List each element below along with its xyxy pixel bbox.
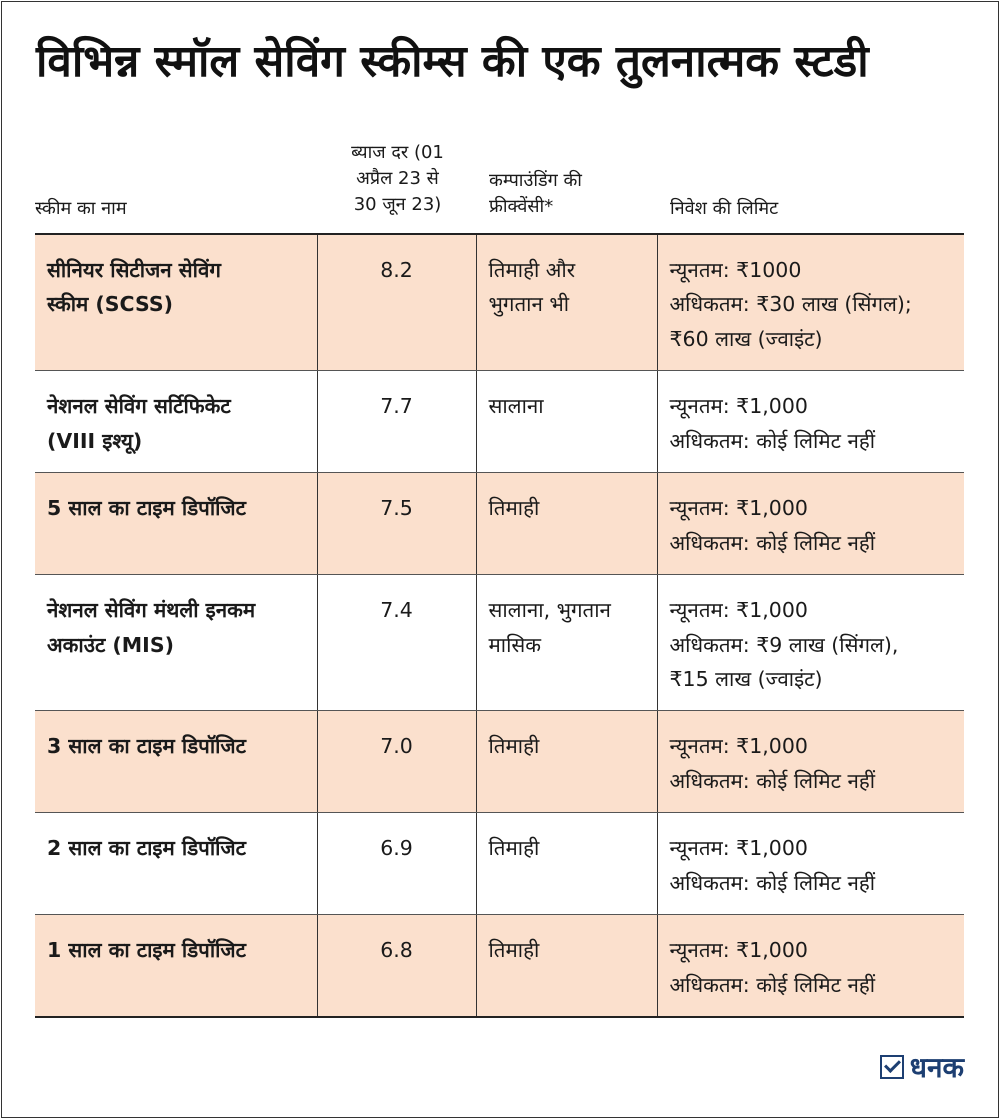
cell-line: अधिकतम: ₹9 लाख (सिंगल), bbox=[669, 632, 899, 657]
column-header-compounding-frequency bbox=[489, 168, 582, 220]
compounding-frequency-cell bbox=[476, 371, 657, 473]
table-row bbox=[35, 813, 964, 915]
interest-rate-cell bbox=[317, 813, 476, 915]
cell-line: (VIII इश्यू) bbox=[47, 428, 143, 453]
investment-limit-cell bbox=[657, 915, 964, 1017]
compounding-frequency-cell bbox=[476, 813, 657, 915]
cell-line: न्यूनतम: ₹1,000 bbox=[669, 598, 808, 623]
interest-rate-cell bbox=[317, 915, 476, 1017]
scheme-name-cell bbox=[35, 473, 317, 575]
cell-line: नेशनल सेविंग सर्टिफिकेट bbox=[47, 394, 231, 419]
cell-line: 5 साल का टाइम डिपॉजिट bbox=[47, 496, 246, 521]
interest-rate-cell bbox=[317, 371, 476, 473]
cell-line: न्यूनतम: ₹1,000 bbox=[669, 734, 808, 759]
investment-limit-cell bbox=[657, 711, 964, 813]
cell-line: सीनियर सिटीजन सेविंग bbox=[47, 258, 221, 282]
column-header-text: निवेश की लिमिट bbox=[670, 198, 779, 219]
scheme-name-cell bbox=[35, 371, 317, 473]
cell-value: 7.7 bbox=[380, 394, 413, 419]
column-header-scheme-name bbox=[35, 196, 127, 222]
cell-line: तिमाही bbox=[488, 938, 540, 963]
interest-rate-cell bbox=[317, 473, 476, 575]
compounding-frequency-cell bbox=[476, 711, 657, 813]
column-header-interest-rate bbox=[330, 140, 465, 218]
column-header-text: कम्पाउंडिंग की bbox=[489, 170, 582, 191]
compounding-frequency-cell bbox=[476, 473, 657, 575]
cell-line: अधिकतम: कोई लिमिट नहीं bbox=[669, 530, 876, 555]
interest-rate-cell bbox=[317, 575, 476, 711]
table-row bbox=[35, 473, 964, 575]
cell-line: भुगतान भी bbox=[488, 292, 570, 317]
investment-limit-cell bbox=[657, 575, 964, 711]
investment-limit-cell bbox=[657, 371, 964, 473]
investment-limit-cell bbox=[657, 813, 964, 915]
cell-value: 7.0 bbox=[380, 734, 413, 759]
scheme-name-cell bbox=[35, 813, 317, 915]
interest-rate-cell bbox=[317, 234, 476, 371]
column-header-investment-limit bbox=[670, 196, 778, 222]
cell-line: ₹15 लाख (ज्वाइंट) bbox=[669, 666, 823, 691]
cell-line: 2 साल का टाइम डिपॉजिट bbox=[47, 836, 246, 861]
table-row bbox=[35, 915, 964, 1017]
cell-value: 7.4 bbox=[380, 598, 413, 623]
cell-line: सालाना bbox=[488, 394, 544, 419]
table-row bbox=[35, 234, 964, 371]
cell-line: तिमाही bbox=[488, 836, 540, 861]
cell-line: न्यूनतम: ₹1000 bbox=[669, 258, 802, 282]
brand-logo bbox=[880, 1048, 964, 1086]
column-header-text: ब्याज दर (01 bbox=[351, 142, 444, 163]
cell-value: 8.2 bbox=[380, 258, 413, 282]
cell-line: मासिक bbox=[488, 632, 541, 657]
scheme-name-cell bbox=[35, 234, 317, 371]
cell-value: 6.9 bbox=[380, 836, 413, 861]
column-header-text: फ्रीक्वेंसी* bbox=[489, 196, 554, 218]
cell-line: तिमाही bbox=[488, 496, 540, 521]
investment-limit-cell bbox=[657, 473, 964, 575]
cell-line: अधिकतम: कोई लिमिट नहीं bbox=[669, 972, 876, 997]
cell-line: न्यूनतम: ₹1,000 bbox=[669, 836, 808, 861]
cell-line: तिमाही और bbox=[488, 258, 576, 282]
compounding-frequency-cell bbox=[476, 575, 657, 711]
cell-line: स्कीम (SCSS) bbox=[47, 292, 173, 317]
cell-line: अधिकतम: कोई लिमिट नहीं bbox=[669, 870, 876, 895]
cell-line: अधिकतम: ₹30 लाख (सिंगल); bbox=[669, 292, 912, 317]
checkbox-icon bbox=[880, 1055, 904, 1079]
brand-name: धनक bbox=[909, 1051, 964, 1084]
investment-limit-cell bbox=[657, 234, 964, 371]
cell-line: ₹60 लाख (ज्वाइंट) bbox=[669, 326, 823, 351]
column-header-text: 30 जून 23) bbox=[353, 194, 442, 216]
table-row bbox=[35, 711, 964, 813]
cell-line: अकाउंट (MIS) bbox=[47, 632, 174, 657]
cell-line: 3 साल का टाइम डिपॉजिट bbox=[47, 734, 246, 759]
cell-line: अधिकतम: कोई लिमिट नहीं bbox=[669, 428, 876, 453]
cell-line: न्यूनतम: ₹1,000 bbox=[669, 938, 808, 963]
scheme-name-cell bbox=[35, 711, 317, 813]
column-header-text: अप्रैल 23 से bbox=[356, 168, 439, 190]
cell-line: न्यूनतम: ₹1,000 bbox=[669, 394, 808, 419]
cell-value: 7.5 bbox=[380, 496, 413, 521]
cell-value: 6.8 bbox=[380, 938, 413, 963]
page-title: विभिन्न स्मॉल सेविंग स्कीम्स की एक तुलनात्मक स्टडी bbox=[36, 36, 869, 87]
table-row bbox=[35, 371, 964, 473]
cell-line: 1 साल का टाइम डिपॉजिट bbox=[47, 938, 246, 963]
scheme-name-cell bbox=[35, 915, 317, 1017]
column-header-text: स्कीम का नाम bbox=[35, 198, 127, 219]
cell-line: अधिकतम: कोई लिमिट नहीं bbox=[669, 768, 876, 793]
table-row bbox=[35, 575, 964, 711]
interest-rate-cell bbox=[317, 711, 476, 813]
schemes-table-body bbox=[35, 234, 964, 1017]
cell-line: सालाना, भुगतान bbox=[488, 598, 611, 623]
compounding-frequency-cell bbox=[476, 234, 657, 371]
schemes-table bbox=[35, 233, 964, 1018]
cell-line: न्यूनतम: ₹1,000 bbox=[669, 496, 808, 521]
cell-line: नेशनल सेविंग मंथली इनकम bbox=[47, 598, 256, 623]
cell-line: तिमाही bbox=[488, 734, 540, 759]
scheme-name-cell bbox=[35, 575, 317, 711]
compounding-frequency-cell bbox=[476, 915, 657, 1017]
